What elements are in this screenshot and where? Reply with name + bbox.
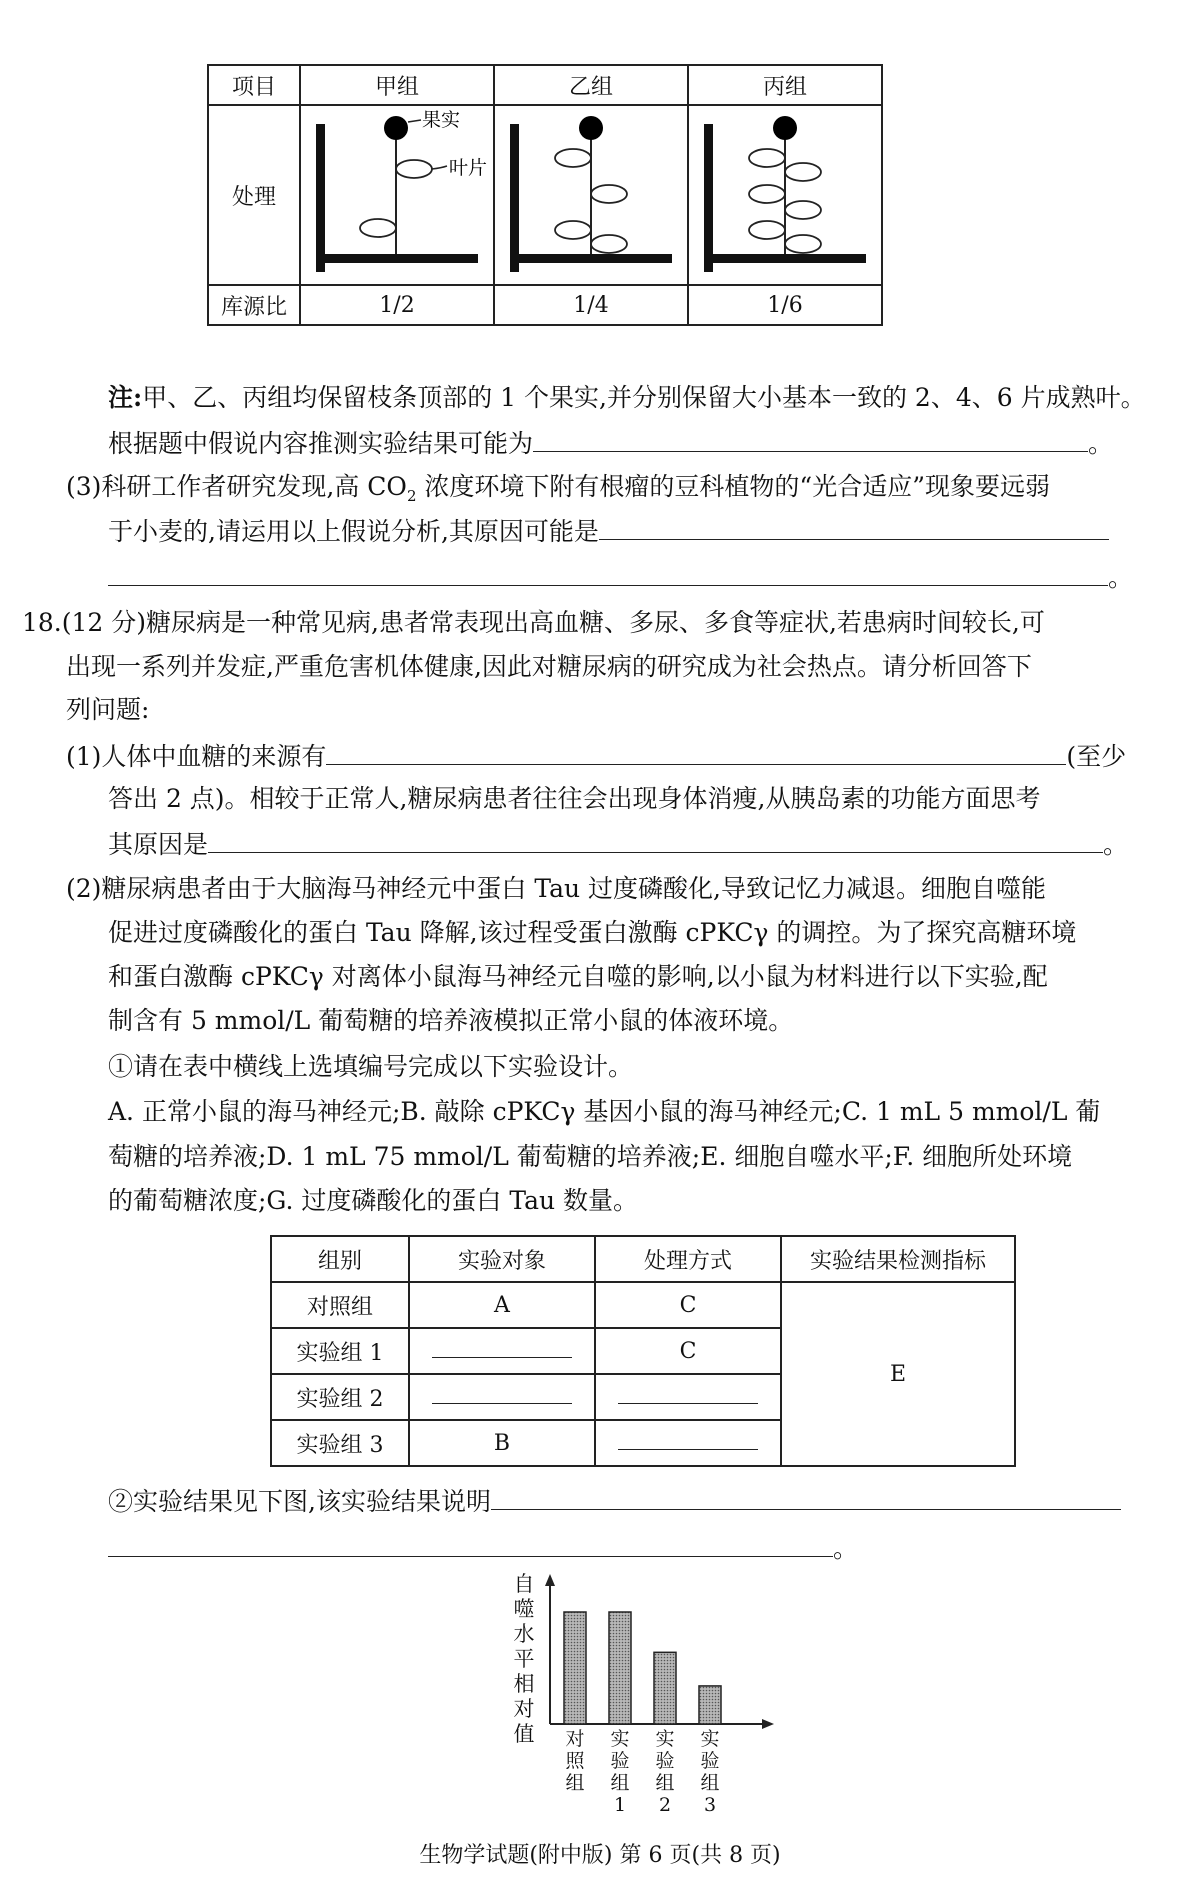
group-cell: 对照组 bbox=[271, 1282, 409, 1328]
table1-header-group-a: 甲组 bbox=[300, 65, 494, 105]
treatment-cell: C bbox=[595, 1328, 781, 1374]
answer-blank[interactable] bbox=[208, 826, 1103, 853]
group-cell: 实验组 2 bbox=[271, 1374, 409, 1420]
support-base bbox=[316, 254, 478, 263]
object-cell: A bbox=[409, 1282, 595, 1328]
q18-p1-line3 bbox=[108, 826, 1128, 862]
x-tick-char: 实 bbox=[700, 1728, 720, 1750]
table1-row-treatment-label: 处理 bbox=[208, 105, 300, 285]
fruit-label: 果实 bbox=[422, 109, 461, 131]
q18-line3: 列问题: bbox=[66, 695, 150, 724]
x-tick-char: 验 bbox=[655, 1750, 675, 1772]
x-tick-label bbox=[563, 1728, 587, 1794]
support-post bbox=[316, 124, 325, 272]
fruit-pointer bbox=[408, 120, 421, 122]
predict-question bbox=[108, 425, 1113, 461]
object-cell bbox=[409, 1328, 595, 1374]
leaf-label: 叶片 bbox=[449, 157, 488, 179]
table-row bbox=[271, 1282, 1015, 1328]
period: 。 bbox=[1088, 429, 1114, 458]
q18-p2-line3: 和蛋白激酶 cPKCγ 对离体小鼠海马神经元自噬的影响,以小鼠为材料进行以下实验,配 bbox=[108, 962, 1048, 991]
support-base bbox=[510, 254, 672, 263]
table1-ratio-c: 1/6 bbox=[688, 285, 882, 325]
leaf-icon bbox=[749, 221, 785, 239]
table1-ratio-a: 1/2 bbox=[300, 285, 494, 325]
x-tick-label bbox=[698, 1728, 722, 1816]
object-cell: B bbox=[409, 1420, 595, 1466]
support-post bbox=[510, 124, 519, 272]
q3-line2 bbox=[108, 513, 1109, 549]
treatment-cell: C bbox=[595, 1282, 781, 1328]
table2-header-treatment: 处理方式 bbox=[595, 1236, 781, 1282]
predict-question-text: 根据题中假说内容推测实验结果可能为 bbox=[108, 429, 534, 458]
leaf-icon bbox=[591, 185, 627, 203]
x-tick-label bbox=[653, 1728, 677, 1816]
fruit-icon bbox=[773, 116, 797, 140]
q18-p2-line2: 促进过度磷酸化的蛋白 Tau 降解,该过程受蛋白激酶 cPKCγ 的调控。为了探究高糖环境 bbox=[108, 918, 1077, 947]
support-post bbox=[704, 124, 713, 272]
table1-header-group-b: 乙组 bbox=[494, 65, 688, 105]
x-tick-char: 3 bbox=[703, 1794, 717, 1816]
note-label: 注: bbox=[108, 383, 143, 412]
experiment-design-table bbox=[270, 1235, 1016, 1467]
x-tick-char: 照 bbox=[565, 1750, 585, 1772]
co2-subscript: 2 bbox=[406, 487, 417, 505]
table2-header-object: 实验对象 bbox=[409, 1236, 595, 1282]
indicator-cell: E bbox=[781, 1282, 1015, 1466]
x-tick-char: 1 bbox=[613, 1794, 627, 1816]
leaf-icon bbox=[785, 235, 821, 253]
x-tick-char: 实 bbox=[610, 1728, 630, 1750]
answer-blank[interactable] bbox=[108, 1530, 833, 1557]
treatment-cell bbox=[595, 1374, 781, 1420]
leaf-icon bbox=[591, 235, 627, 253]
x-tick-char: 2 bbox=[658, 1794, 672, 1816]
fruit-icon bbox=[384, 116, 408, 140]
x-tick-label bbox=[608, 1728, 632, 1816]
leaf-icon bbox=[555, 221, 591, 239]
branch-diagram-c bbox=[689, 106, 881, 278]
answer-blank[interactable] bbox=[618, 1431, 758, 1450]
leaf-icon bbox=[360, 219, 396, 237]
support-base bbox=[704, 254, 866, 263]
chart-y-label: 自噬水平相对值 bbox=[513, 1572, 535, 1746]
x-tick-char: 验 bbox=[700, 1750, 720, 1772]
q18-sub1: ①请在表中横线上选填编号完成以下实验设计。 bbox=[108, 1052, 634, 1081]
q3-line1 bbox=[66, 470, 1050, 513]
chart-x-labels bbox=[540, 1728, 780, 1828]
q18-p2-line1: (2)糖尿病患者由于大脑海马神经元中蛋白 Tau 过度磷酸化,导致记忆力减退。细胞自噬能 bbox=[66, 874, 1046, 903]
q18-sub2 bbox=[108, 1483, 1121, 1519]
note-text: 甲、乙、丙组均保留枝条顶部的 1 个果实,并分别保留大小基本一致的 2、4、6 片成熟叶。 bbox=[142, 383, 1146, 412]
table2-header-indicator: 实验结果检测指标 bbox=[781, 1236, 1015, 1282]
period: 。 bbox=[1108, 563, 1134, 592]
answer-blank[interactable] bbox=[432, 1339, 572, 1358]
q18-opts3: 的葡萄糖浓度;G. 过度磷酸化的蛋白 Tau 数量。 bbox=[108, 1186, 639, 1215]
x-tick-char: 组 bbox=[700, 1772, 720, 1794]
table1-ratio-b: 1/4 bbox=[494, 285, 688, 325]
period: 。 bbox=[1103, 830, 1129, 859]
table1-row-ratio-label: 库源比 bbox=[208, 285, 300, 325]
answer-blank[interactable] bbox=[533, 425, 1088, 452]
period: 。 bbox=[833, 1534, 859, 1563]
q18-p1-line1 bbox=[66, 738, 1126, 774]
p1-text3: 其原因是 bbox=[108, 830, 209, 859]
answer-blank[interactable] bbox=[491, 1483, 1121, 1510]
x-tick-char: 验 bbox=[610, 1750, 630, 1772]
table1-header-item: 项目 bbox=[208, 65, 300, 105]
leaf-pointer bbox=[432, 166, 447, 169]
leaf-icon bbox=[555, 149, 591, 167]
table1-diagram-cell-b bbox=[494, 105, 688, 285]
x-tick-char: 实 bbox=[655, 1728, 675, 1750]
answer-blank[interactable] bbox=[108, 559, 1108, 586]
q18-line1: 18.(12 分)糖尿病是一种常见病,患者常表现出高血糖、多尿、多食等症状,若患病时间较长,可 bbox=[22, 608, 1045, 637]
table1-header-group-c: 丙组 bbox=[688, 65, 882, 105]
q18-line2: 出现一系列并发症,严重危害机体健康,因此对糖尿病的研究成为社会热点。请分析回答下 bbox=[66, 652, 1032, 681]
q18-opts1: A. 正常小鼠的海马神经元;B. 敲除 cPKCγ 基因小鼠的海马神经元;C. 1 mL 5 mmol/L 葡 bbox=[108, 1097, 1101, 1126]
object-cell bbox=[409, 1374, 595, 1420]
branch-diagram-b bbox=[495, 106, 687, 278]
y-axis-arrow-icon bbox=[545, 1574, 555, 1586]
answer-blank[interactable] bbox=[618, 1385, 758, 1404]
q3-text-rest: 浓度环境下附有根瘤的豆科植物的“光合适应”现象要远弱 bbox=[416, 472, 1050, 501]
answer-blank[interactable] bbox=[599, 513, 1109, 540]
bar-1 bbox=[564, 1612, 586, 1724]
bar-2 bbox=[609, 1612, 631, 1724]
q3-text: (3)科研工作者研究发现,高 CO bbox=[66, 472, 407, 501]
q18-opts2: 萄糖的培养液;D. 1 mL 75 mmol/L 葡萄糖的培养液;E. 细胞自噬水平;F. 细胞所处环境 bbox=[108, 1142, 1073, 1171]
note-line bbox=[108, 381, 1146, 415]
q18-sub2-line2 bbox=[108, 1530, 858, 1566]
group-cell: 实验组 1 bbox=[271, 1328, 409, 1374]
treatment-table bbox=[207, 64, 883, 326]
x-tick-char: 组 bbox=[655, 1772, 675, 1794]
x-tick-char: 组 bbox=[610, 1772, 630, 1794]
page-footer: 生物学试题(附中版) 第 6 页(共 8 页) bbox=[419, 1843, 781, 1868]
fruit-icon bbox=[579, 116, 603, 140]
bar-3 bbox=[654, 1652, 676, 1724]
p1-text: (1)人体中血糖的来源有 bbox=[66, 742, 327, 771]
x-tick-char: 对 bbox=[565, 1728, 585, 1750]
answer-blank[interactable] bbox=[432, 1385, 572, 1404]
leaf-icon bbox=[396, 160, 432, 178]
leaf-icon bbox=[785, 201, 821, 219]
table2-header-group: 组别 bbox=[271, 1236, 409, 1282]
q3-line3 bbox=[108, 559, 1133, 595]
q18-p1-line2: 答出 2 点)。相较于正常人,糖尿病患者往往会出现身体消瘦,从胰岛素的功能方面思考 bbox=[108, 784, 1041, 813]
group-cell: 实验组 3 bbox=[271, 1420, 409, 1466]
x-tick-char: 组 bbox=[565, 1772, 585, 1794]
table1-diagram-cell-a bbox=[300, 105, 494, 285]
leaf-icon bbox=[785, 163, 821, 181]
answer-blank[interactable] bbox=[326, 738, 1066, 765]
p1-suffix: (至少 bbox=[1066, 742, 1127, 771]
leaf-icon bbox=[749, 149, 785, 167]
q3-text2: 于小麦的,请运用以上假说分析,其原因可能是 bbox=[108, 517, 599, 546]
table1-diagram-cell-c bbox=[688, 105, 882, 285]
q18-p2-line4: 制含有 5 mmol/L 葡萄糖的培养液模拟正常小鼠的体液环境。 bbox=[108, 1006, 794, 1035]
treatment-cell bbox=[595, 1420, 781, 1466]
leaf-icon bbox=[749, 185, 785, 203]
bar-4 bbox=[699, 1686, 721, 1724]
sub2-text: ②实验结果见下图,该实验结果说明 bbox=[108, 1487, 491, 1516]
branch-diagram-a bbox=[301, 106, 493, 278]
